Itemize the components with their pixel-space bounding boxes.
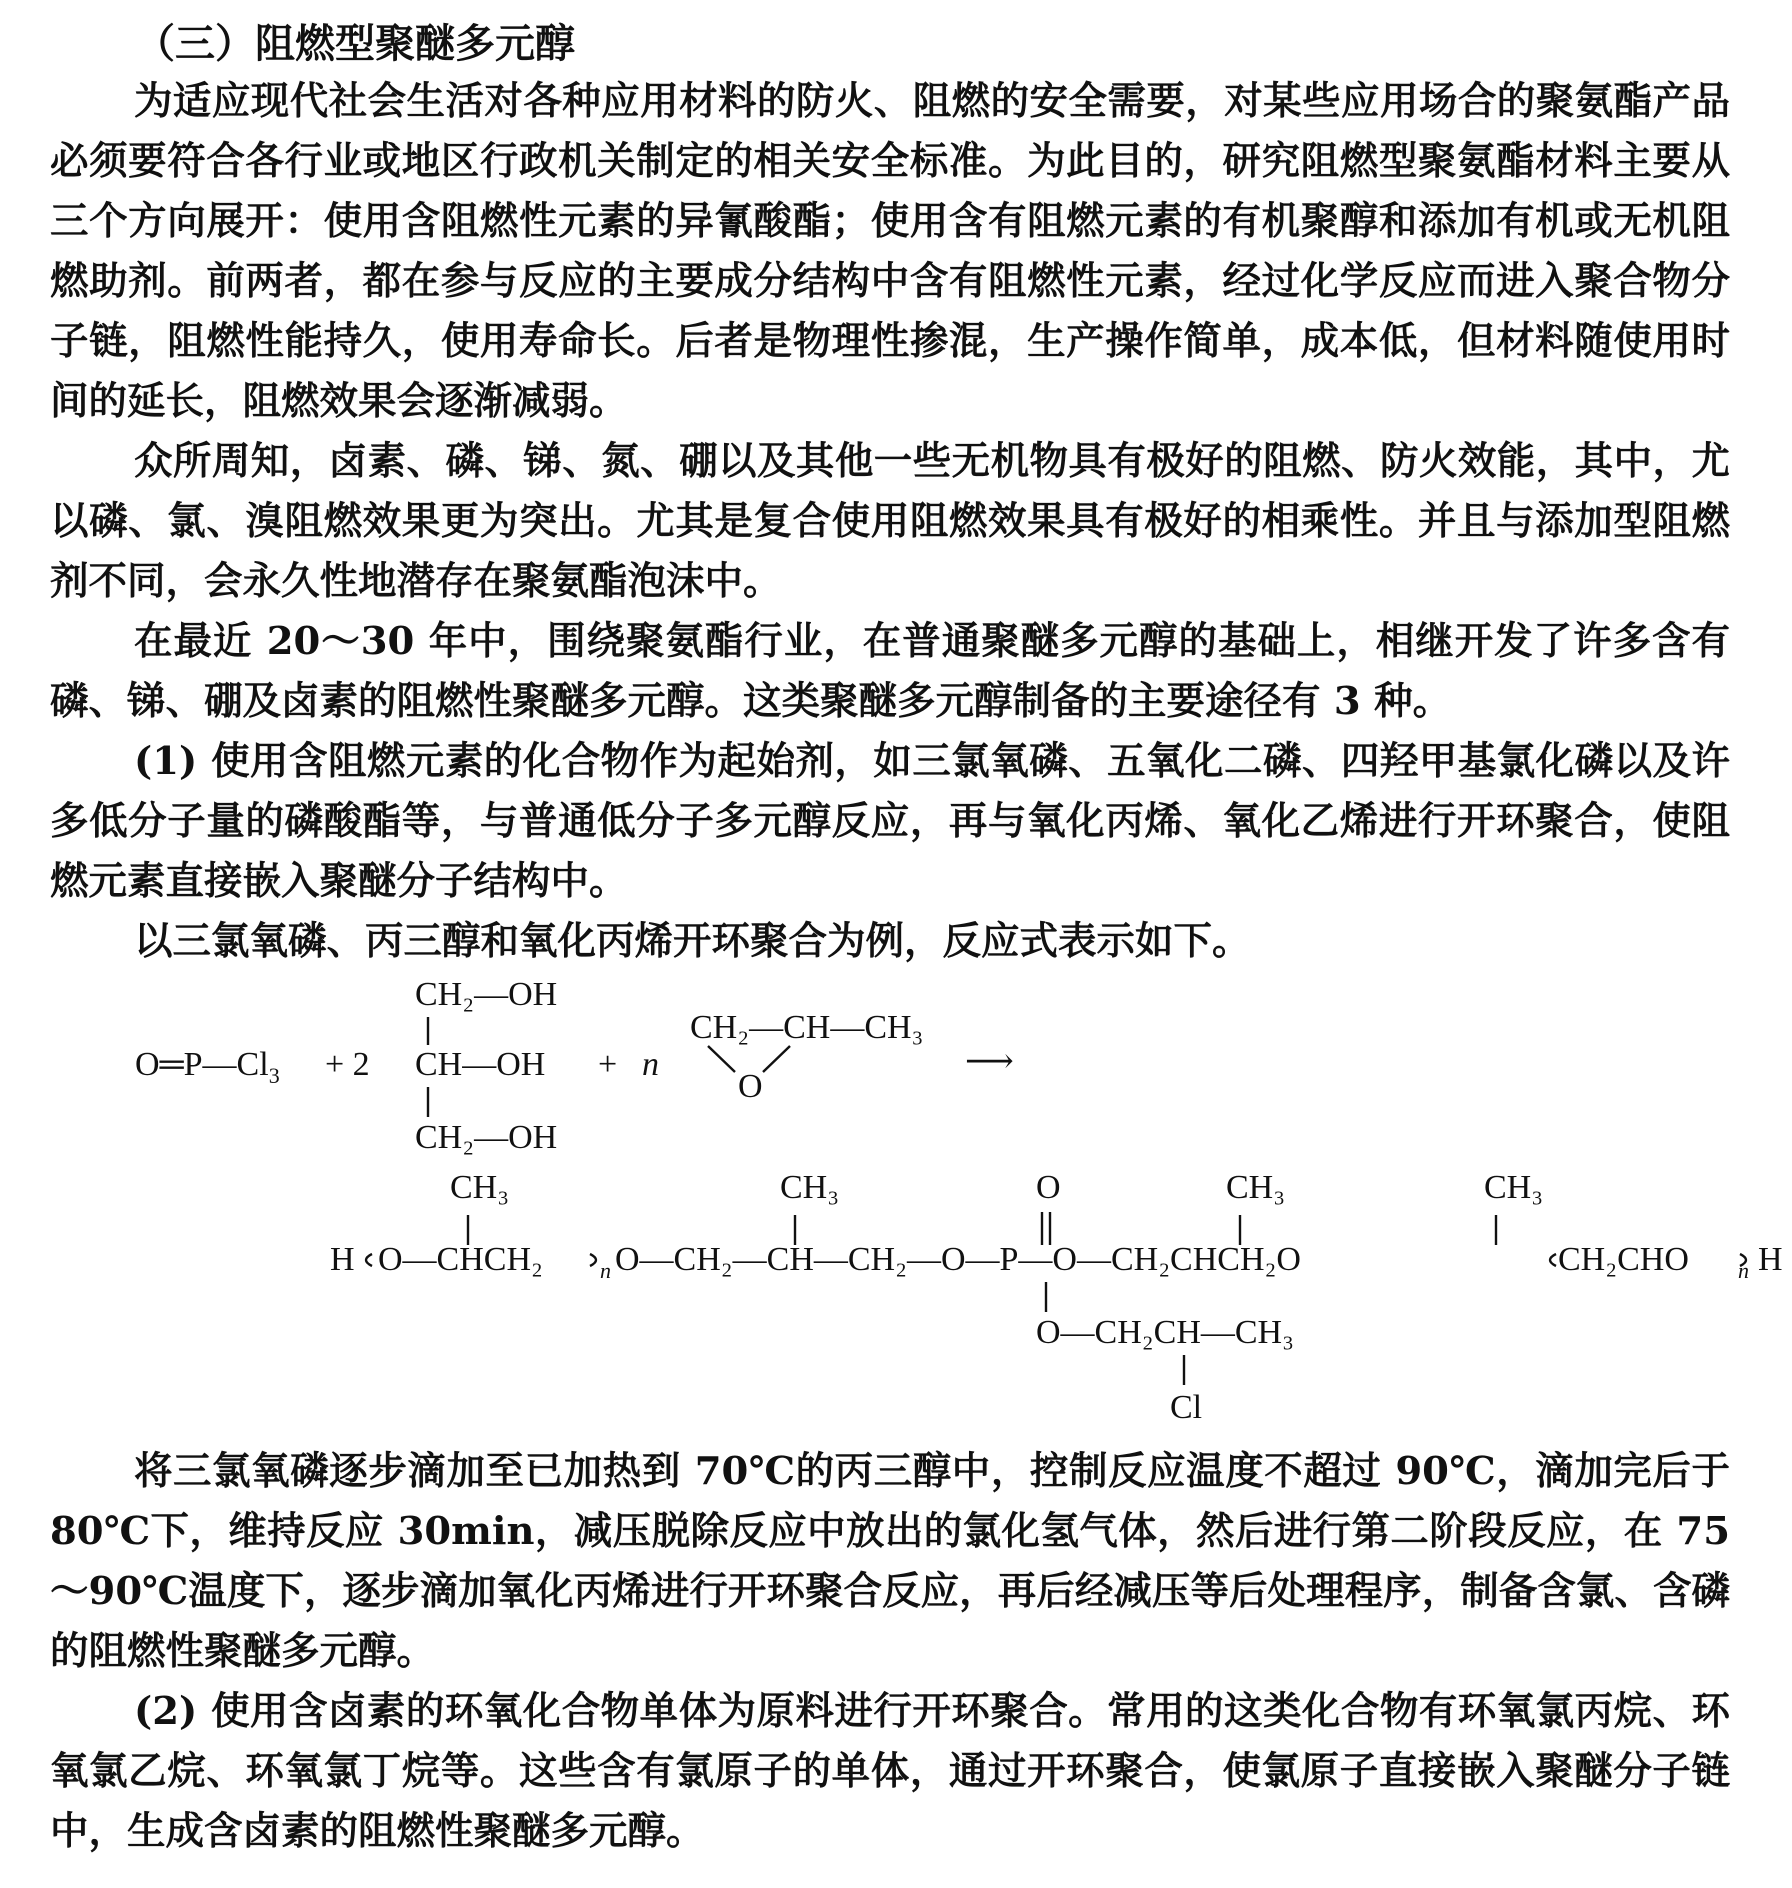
n-coefficient: n <box>642 1046 659 1083</box>
glycerol-bottom: CH₂—OH <box>415 1119 558 1156</box>
section-heading: （三）阻燃型聚醚多元醇 <box>135 20 575 67</box>
repeat-n-2: n <box>1738 1258 1749 1283</box>
methyl-2: CH₃ <box>780 1169 840 1206</box>
paragraph-method-2: (2) 使用含卤素的环氧化合物单体为原料进行开环聚合。常用的这类化合物有环氧氯丙烷、环氧氯乙烷、环氧氯丁烷等。这些含有氯原子的单体，通过开环聚合，使氯原子直接嵌入聚醚分子链中，生成含卤素的阻燃性聚醚多元醇。 <box>50 1689 1730 1854</box>
chain-h-end: H <box>1758 1241 1783 1278</box>
paragraph-procedure: 将三氯氧磷逐步滴加至已加热到 70℃的丙三醇中，控制反应温度不超过 90℃，滴加完后于 80℃下，维持反应 30min，减压脱除反应中放出的氯化氢气体，然后进行第二阶段反应，在 75～90℃温度下，逐步滴加氧化丙烯进行开环聚合反应，再后经减压等后处理程序，制备含氯、含磷的阻燃性聚醚多元醇。 <box>50 1449 1730 1674</box>
plus-sign: + <box>598 1046 618 1083</box>
paragraph-intro: 为适应现代社会生活对各种应用材料的防火、阻燃的安全需要，对某些应用场合的聚氨酯产品必须要符合各行业或地区行政机关制定的相关安全标准。为此目的，研究阻燃型聚氨酯材料主要从三个方向展开：使用含阻燃性元素的异氰酸酯；使用含有阻燃元素的有机聚醇和添加有机或无机阻燃助剂。前两者，都在参与反应的主要成分结构中含有阻燃性元素，经过化学反应而进入聚合物分子链，阻燃性能持久，使用寿命长。后者是物理性掺混，生产操作简单，成本低，但材料随使用时间的延长，阻燃效果会逐渐减弱。 <box>50 79 1730 424</box>
glycerol-top: CH₂—OH <box>415 976 558 1013</box>
repeat-n-1: n <box>600 1258 611 1283</box>
reactant-pocl3: $O═P—Cl_3$ <box>135 1046 280 1088</box>
paragraph-example-intro: 以三氯氧磷、丙三醇和氧化丙烯开环聚合为例，反应式表示如下。 <box>134 919 1251 964</box>
paragraph-development: 在最近 20～30 年中，围绕聚氨酯行业，在普通聚醚多元醇的基础上，相继开发了许多含有磷、锑、硼及卤素的阻燃性聚醚多元醇。这类聚醚多元醇制备的主要途径有 3 种。 <box>50 619 1730 724</box>
epoxide-bond-left <box>708 1046 735 1072</box>
chain-segment-2: O—CH₂—CH—CH₂—O—P—O—CH₂CHCH₂O <box>615 1241 1301 1278</box>
epoxide-oxygen: O <box>738 1068 763 1105</box>
paren-close <box>590 1254 596 1266</box>
side-chain: O—CH₂CH—CH₃ <box>1036 1314 1294 1351</box>
chlorine: Cl <box>1170 1389 1203 1426</box>
plus-two: + 2 <box>325 1046 370 1083</box>
epoxide-chain: CH₂—CH—CH₃ <box>690 1009 924 1046</box>
glycerol-mid: CH—OH <box>415 1046 546 1083</box>
chain-h-start: H <box>330 1241 355 1278</box>
epoxide-bond-right <box>763 1046 790 1072</box>
phosphoryl-oxygen: O <box>1036 1169 1061 1206</box>
reaction-scheme <box>0 960 1792 1430</box>
methyl-4: CH₃ <box>1484 1169 1544 1206</box>
reaction-arrow: ⟶ <box>965 1043 1014 1080</box>
methyl-1: CH₃ <box>450 1169 510 1206</box>
paragraph-method-1: (1) 使用含阻燃元素的化合物作为起始剂，如三氯氧磷、五氧化二磷、四羟甲基氯化磷以及许多低分子量的磷酸酯等，与普通低分子多元醇反应，再与氧化丙烯、氧化乙烯进行开环聚合，使阻燃元素直接嵌入聚醚分子结构中。 <box>50 739 1730 904</box>
chain-segment-1: O—CHCH₂ <box>378 1241 543 1278</box>
methyl-3: CH₃ <box>1226 1169 1286 1206</box>
chain-segment-3: CH₂CHO <box>1558 1241 1689 1278</box>
paren-open <box>1550 1254 1556 1266</box>
paragraph-flame-elements: 众所周知，卤素、磷、锑、氮、硼以及其他一些无机物具有极好的阻燃、防火效能，其中，尤以磷、氯、溴阻燃效果更为突出。尤其是复合使用阻燃效果具有极好的相乘性。并且与添加型阻燃剂不同，会永久性地潜存在聚氨酯泡沫中。 <box>50 439 1730 604</box>
paren-open <box>366 1254 372 1266</box>
